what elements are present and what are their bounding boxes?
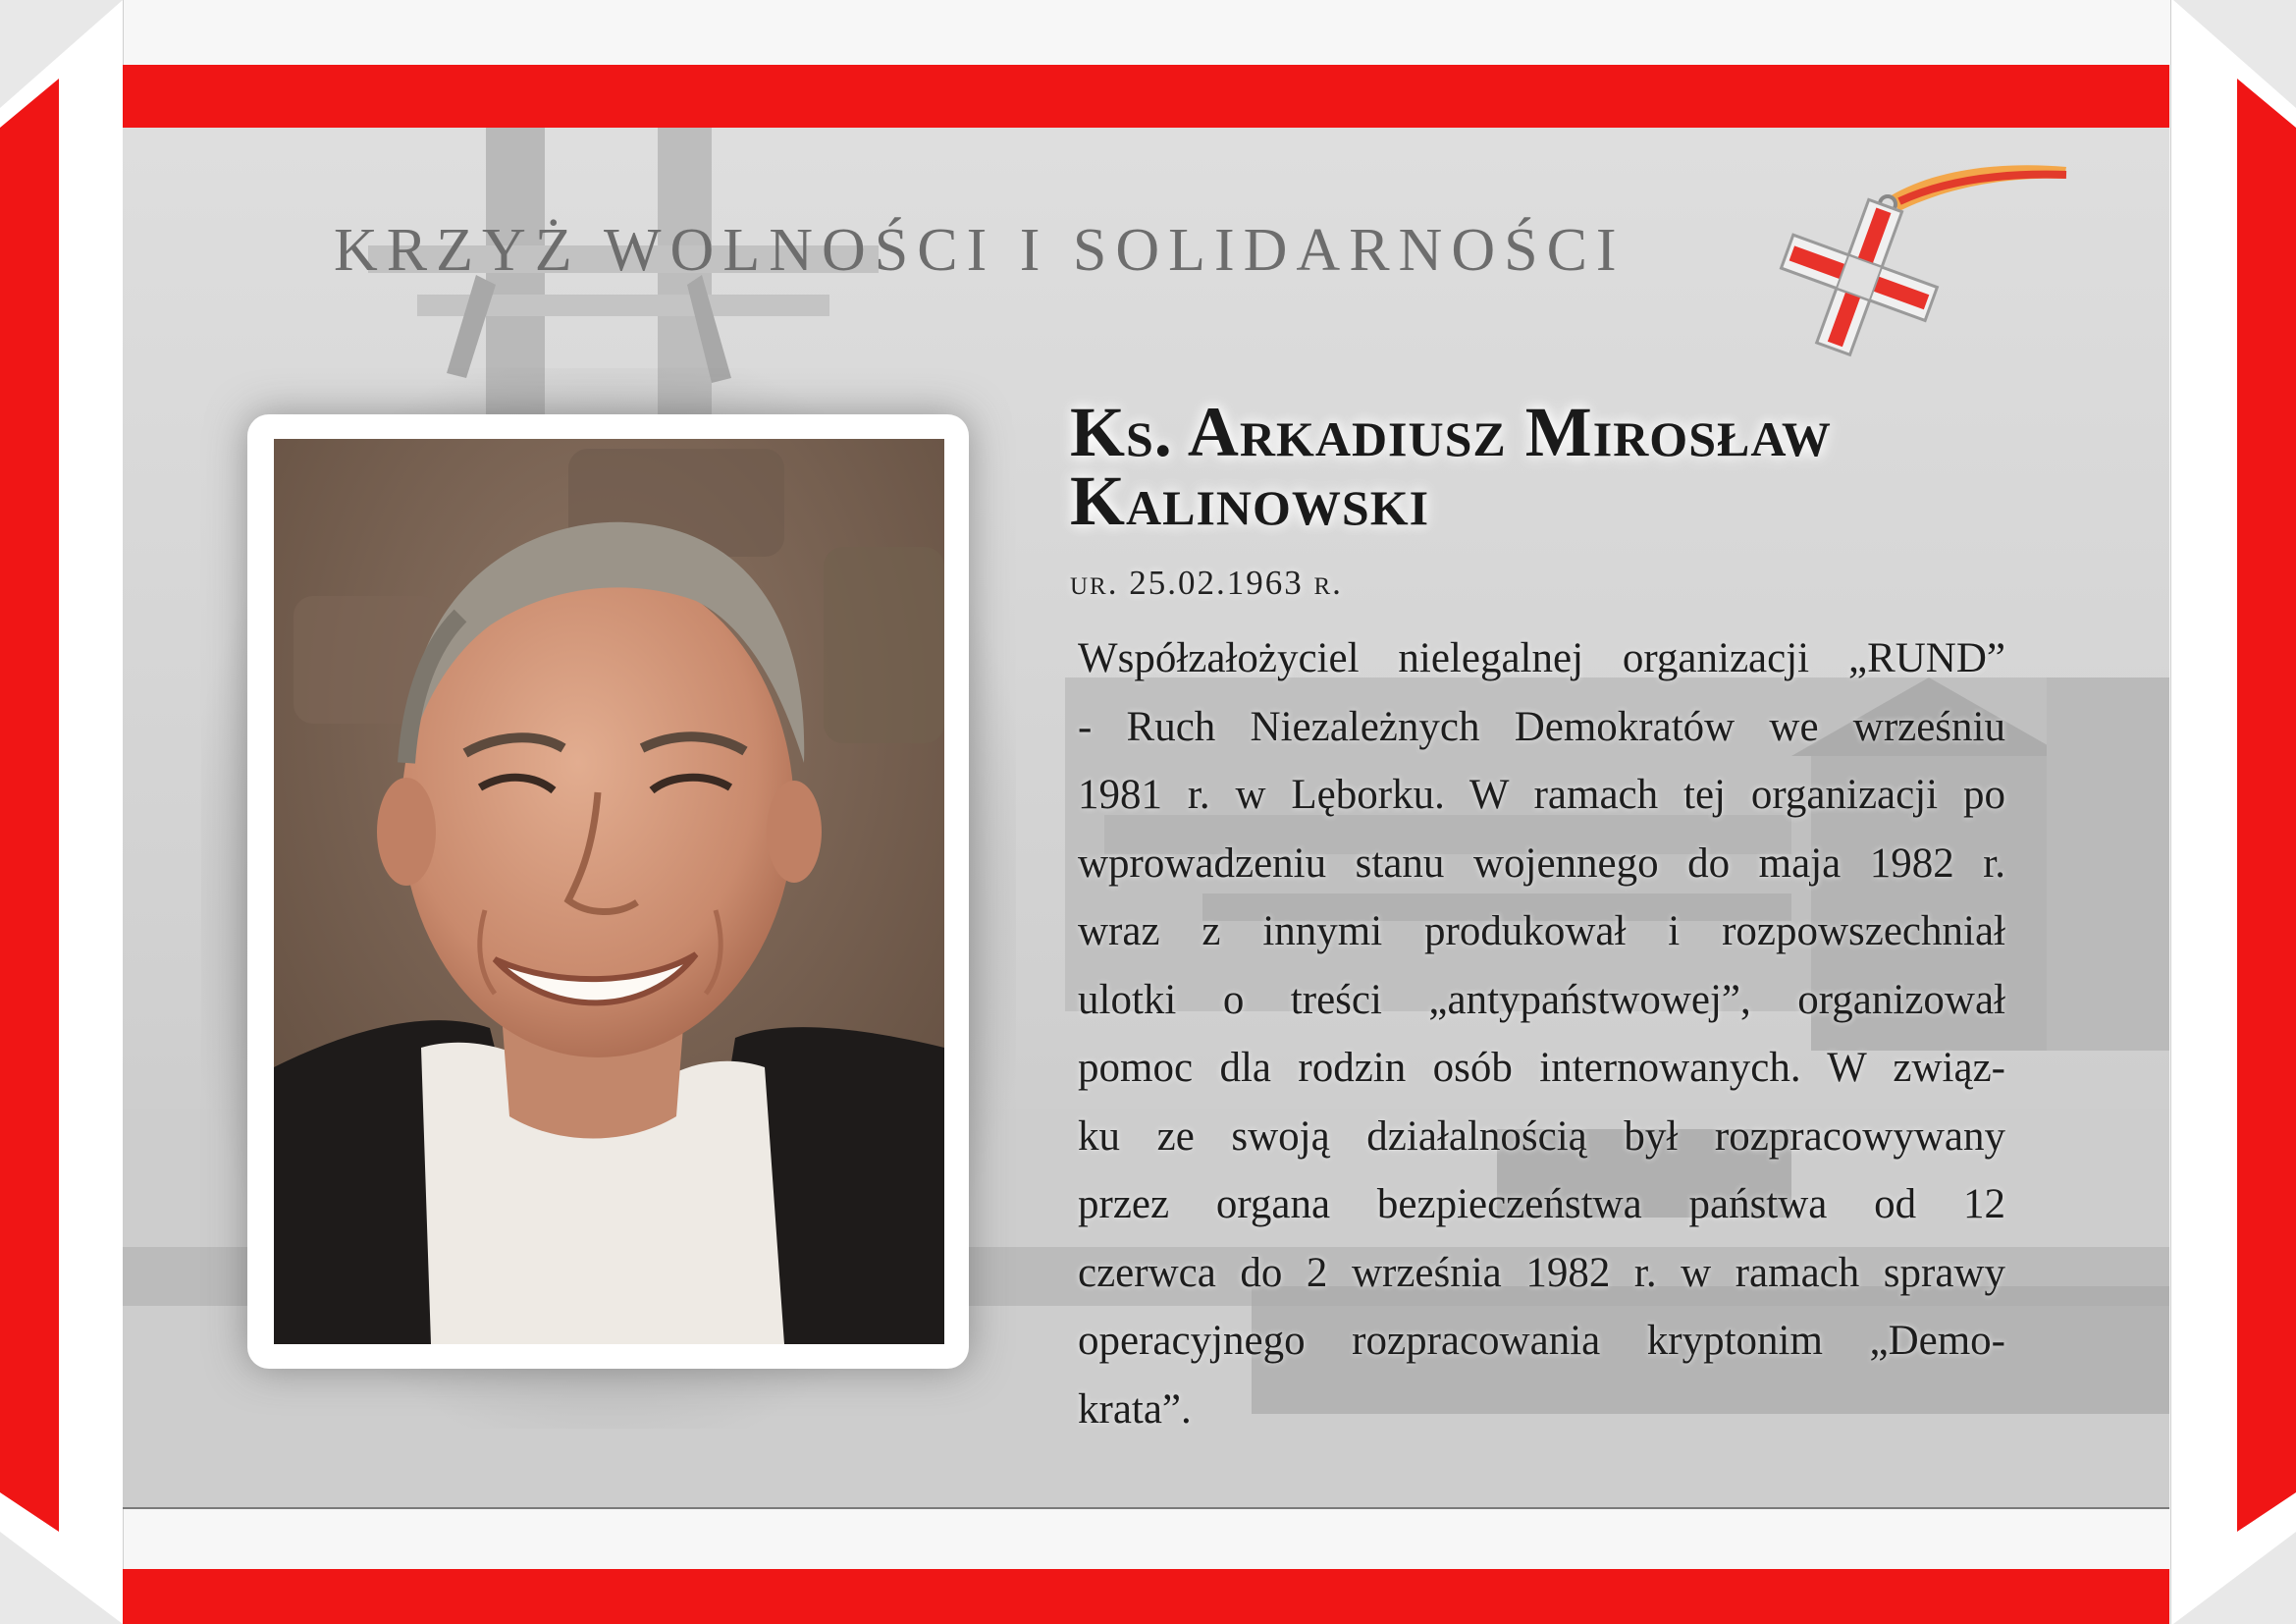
bio-line: przez organa bezpieczeństwa państwa od 12 bbox=[1078, 1181, 2005, 1227]
bio-line: pomoc dla rodzin osób internowanych. W związ- bbox=[1078, 1045, 2005, 1091]
page-title: KRZYŻ WOLNOŚCI I SOLIDARNOŚCI bbox=[334, 217, 1626, 284]
bio-line: wprowadzeniu stanu wojennego do maja 1982 r. bbox=[1078, 839, 2005, 887]
person-name bbox=[1070, 393, 2052, 540]
person-name-line1: Ks. Arkadiusz Mirosław bbox=[1070, 393, 1832, 471]
bio-line: czerwca do 2 września 1982 r. w ramach sprawy bbox=[1078, 1249, 2005, 1296]
person-name-line2: Kalinowski bbox=[1070, 461, 1430, 540]
bio-line: ku ze swoją działalnością był rozpracowywany bbox=[1078, 1112, 2005, 1160]
bio-line: wraz z innymi produkował i rozpowszechniał bbox=[1078, 908, 2005, 954]
medal-icon bbox=[1772, 157, 2086, 373]
bottom-red-stripe bbox=[123, 1569, 2169, 1624]
top-red-stripe bbox=[123, 65, 2169, 128]
bio-line: krata”. bbox=[1078, 1385, 1192, 1433]
birth-date: ur. 25.02.1963 r. bbox=[1070, 564, 1343, 602]
bio-line: operacyjnego rozpracowania kryptonim „Demo- bbox=[1078, 1318, 2005, 1364]
bio-line: - Ruch Niezależnych Demokratów we wrześniu bbox=[1078, 703, 2005, 750]
bio-line: Współzałożyciel nielegalnej organizacji „RUND” bbox=[1078, 635, 2005, 681]
bio-line: ulotki o treści „antypaństwowej”, organizował bbox=[1078, 976, 2005, 1023]
bio-line: 1981 r. w Lęborku. W ramach tej organizacji po bbox=[1078, 772, 2005, 818]
biography bbox=[1078, 624, 2005, 1443]
portrait-photo bbox=[274, 439, 944, 1344]
